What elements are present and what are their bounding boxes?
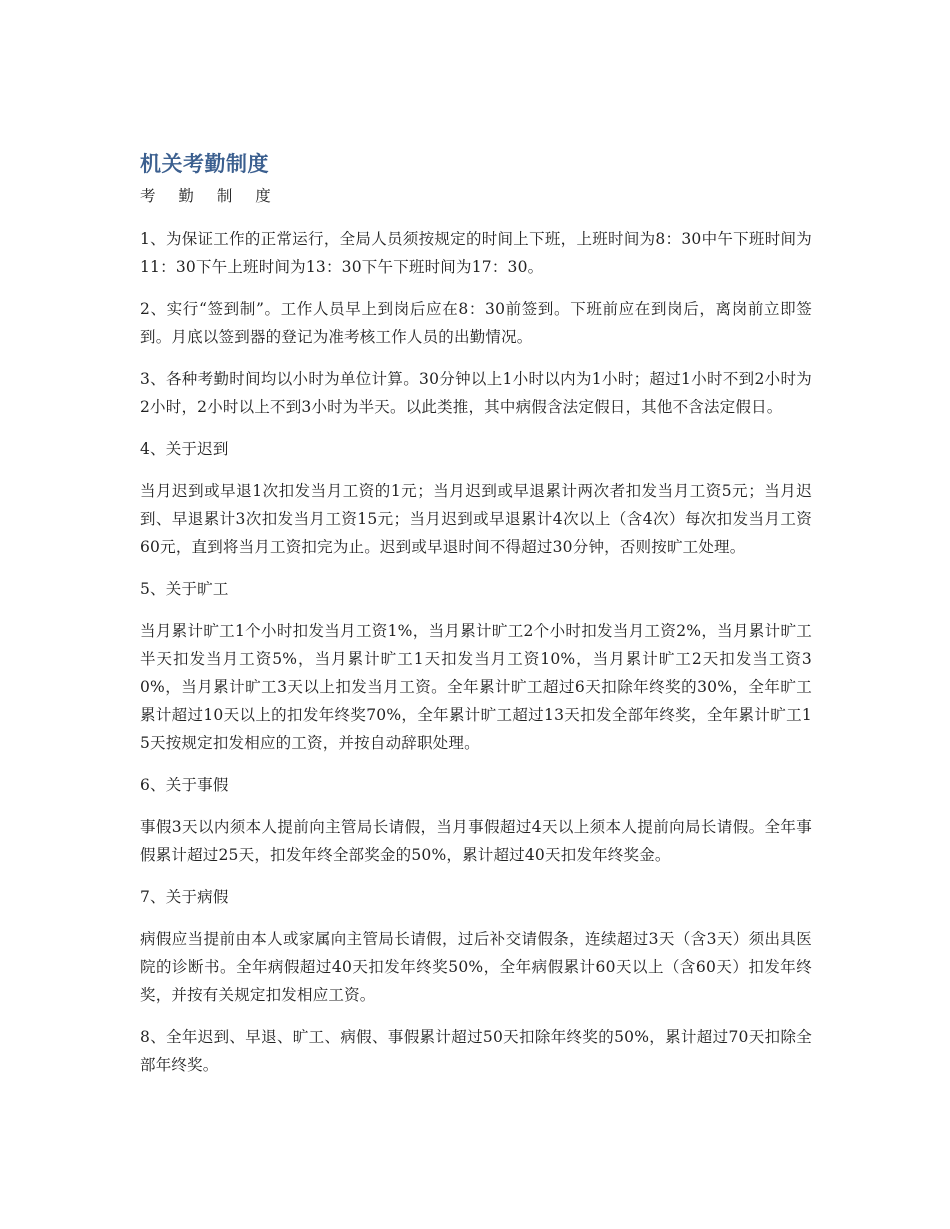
paragraph-time-calculation: 3、各种考勤时间均以小时为单位计算。30分钟以上1小时以内为1小时；超过1小时不到2小时为2小时，2小时以上不到3小时为半天。以此类推，其中病假含法定假日，其他不含法定假日。: [140, 370, 812, 416]
section-heading-sick-leave: 7、关于病假: [140, 888, 229, 906]
section-heading-late: 4、关于迟到: [140, 440, 229, 458]
paragraph-sign-in: 2、实行“签到制”。工作人员早上到岗后应在8：30前签到。下班前应在到岗后，离岗前立即签到。月底以签到器的登记为准考核工作人员的出勤情况。: [140, 300, 812, 346]
paragraph-late-rules: 当月迟到或早退1次扣发当月工资的1元；当月迟到或早退累计两次者扣发当月工资5元；当月迟到、早退累计3次扣发当月工资15元；当月迟到或早退累计4次以上（含4次）每次扣发当月工资60元，直到将当月工资扣完为止。迟到或早退时间不得超过30分钟，否则按旷工处理。: [140, 482, 812, 556]
paragraph-sick-leave-rules: 病假应当提前由本人或家属向主管局长请假，过后补交请假条，连续超过3天（含3天）须出具医院的诊断书。全年病假超过40天扣发年终奖50%，全年病假累计60天以上（含60天）扣发年终奖，并按有关规定扣发相应工资。: [140, 930, 812, 1004]
document-title: 机关考勤制度: [140, 152, 269, 176]
section-heading-personal-leave: 6、关于事假: [140, 776, 229, 794]
paragraph-annual-total: 8、全年迟到、早退、旷工、病假、事假累计超过50天扣除年终奖的50%，累计超过70天扣除全部年终奖。: [140, 1028, 812, 1074]
paragraph-personal-leave-rules: 事假3天以内须本人提前向主管局长请假，当月事假超过4天以上须本人提前向局长请假。全年事假累计超过25天，扣发年终全部奖金的50%，累计超过40天扣发年终奖金。: [140, 818, 812, 864]
paragraph-work-hours: 1、为保证工作的正常运行，全局人员须按规定的时间上下班，上班时间为8：30中午下班时间为11：30下午上班时间为13：30下午下班时间为17：30。: [140, 230, 812, 276]
paragraph-absence-rules: 当月累计旷工1个小时扣发当月工资1%，当月累计旷工2个小时扣发当月工资2%，当月累计旷工半天扣发当月工资5%，当月累计旷工1天扣发当月工资10%，当月累计旷工2天扣发当工资30%，当月累计旷工3天以上扣发当月工资。全年累计旷工超过6天扣除年终奖的30%，全年旷工累计超过10天以上的扣发年终奖70%，全年累计旷工超过13天扣发全部年终奖，全年累计旷工15天按规定扣发相应的工资，并按自动辞职处理。: [140, 622, 812, 752]
document-subtitle: 考 勤 制 度: [140, 187, 280, 205]
document-page: [140, 148, 812, 1079]
section-heading-absence: 5、关于旷工: [140, 580, 229, 598]
